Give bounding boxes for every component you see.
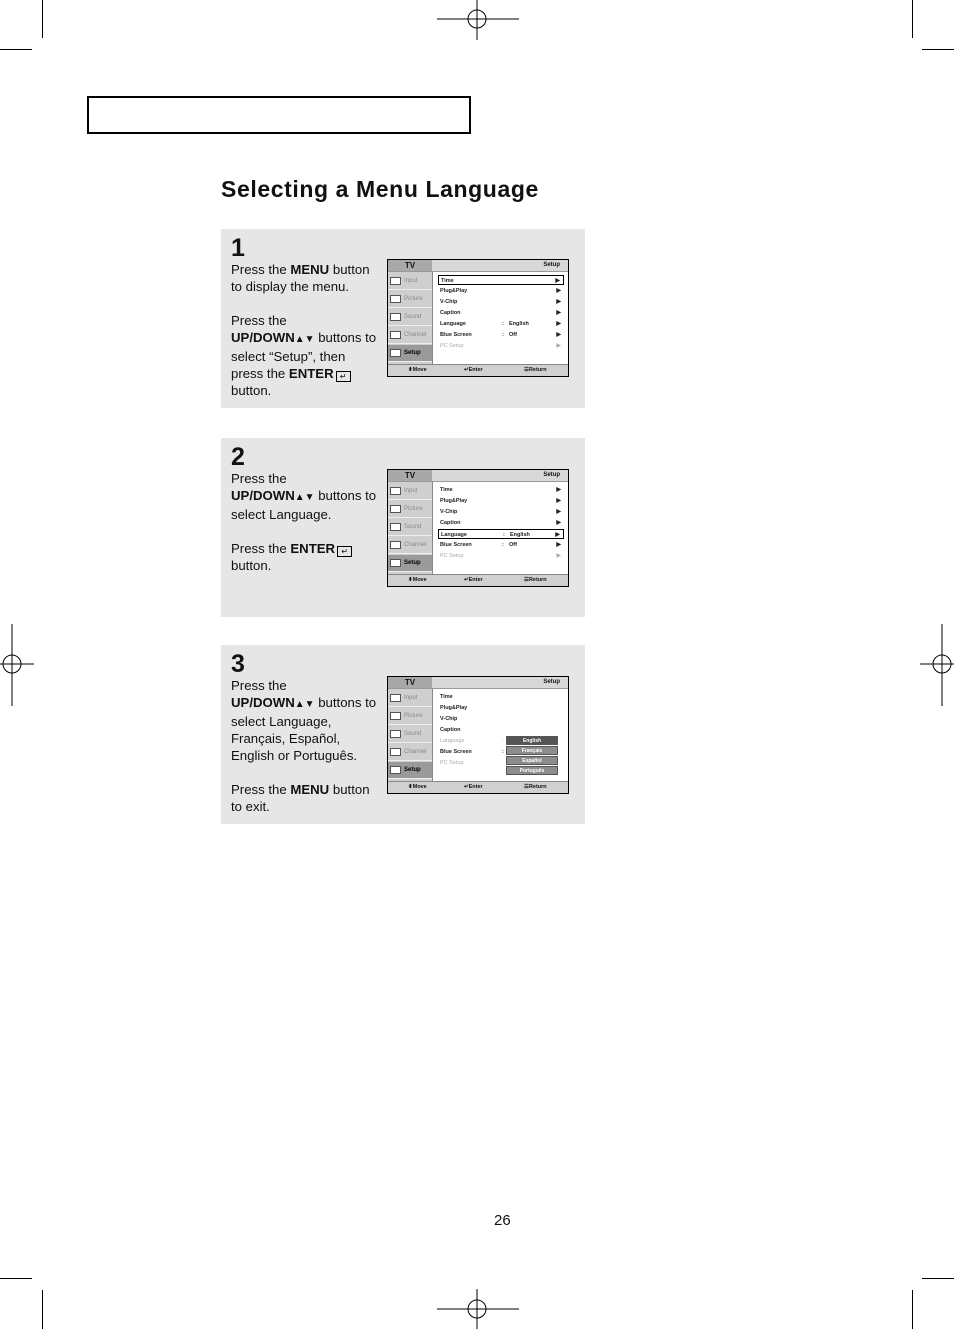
- osd-side-item-channel: Channel: [388, 327, 432, 344]
- sound-icon: [390, 523, 401, 531]
- crop-mark: [42, 0, 43, 38]
- osd-menu-row: Plug&Play: [440, 705, 468, 711]
- osd-return-hint: ☰ Return: [524, 367, 547, 373]
- osd-sidebar: [388, 482, 433, 574]
- tv-menu-screen: [387, 469, 569, 587]
- crop-mark: [912, 0, 913, 38]
- enter-icon: ↵: [337, 546, 352, 557]
- instruction-paragraph: Press the UP/DOWN▲▼ buttons to select “Setup”, then press the ENTER ↵ button.: [231, 313, 377, 398]
- osd-move-hint: ⬍ Move: [408, 577, 427, 583]
- picture-icon: [390, 505, 401, 513]
- crop-mark: [922, 1278, 954, 1279]
- osd-menu-row: Plug&Play ▶: [440, 288, 561, 294]
- osd-return-hint: ☰ Return: [524, 577, 547, 583]
- osd-menu-row: Caption ▶: [440, 520, 561, 526]
- osd-menu-row: Blue Screen : Off ▶: [440, 332, 561, 338]
- osd-menu-row: V-Chip ▶: [440, 509, 561, 515]
- osd-enter-hint: ↵ Enter: [464, 784, 483, 790]
- osd-side-item-picture: Picture: [388, 708, 432, 725]
- osd-sidebar: [388, 689, 433, 781]
- osd-enter-hint: ↵ Enter: [464, 367, 483, 373]
- picture-icon: [390, 712, 401, 720]
- crop-mark: [0, 49, 32, 50]
- osd-menu-row: PC Setup ▶: [440, 343, 561, 349]
- osd-header-bar: [388, 260, 568, 272]
- input-icon: [390, 694, 401, 702]
- instruction-paragraph: Press the UP/DOWN▲▼ buttons to select Language.: [231, 471, 377, 522]
- osd-menu-row: Language :: [440, 738, 504, 744]
- osd-menu-row: Language : English ▶: [440, 321, 561, 327]
- step-instructions: [231, 261, 381, 399]
- osd-header-bar: [388, 677, 568, 689]
- up-down-arrows-icon: ▲▼: [294, 492, 315, 503]
- step-panel-3: [221, 645, 585, 824]
- step-instructions: [231, 677, 381, 815]
- osd-side-item-sound: Sound: [388, 309, 432, 326]
- osd-menu-row: Caption ▶: [440, 310, 561, 316]
- page-number: 26: [494, 1212, 511, 1229]
- channel-icon: [390, 748, 401, 756]
- input-icon: [390, 277, 401, 285]
- arrow-right-icon: ▶: [556, 487, 561, 493]
- arrow-right-icon: ▶: [556, 509, 561, 515]
- arrow-right-icon: ▶: [555, 278, 560, 284]
- osd-side-item-channel: Channel: [388, 537, 432, 554]
- osd-footer-bar: [388, 364, 568, 376]
- osd-return-hint: ☰ Return: [524, 784, 547, 790]
- osd-side-item-sound: Sound: [388, 519, 432, 536]
- step-panel-2: [221, 438, 585, 617]
- arrow-right-icon: ▶: [556, 343, 561, 349]
- arrow-right-icon: ▶: [555, 532, 560, 538]
- step-panel-1: [221, 229, 585, 408]
- arrow-right-icon: ▶: [556, 310, 561, 316]
- arrow-right-icon: ▶: [556, 288, 561, 294]
- osd-tv-label: TV: [388, 677, 432, 688]
- osd-enter-hint: ↵ Enter: [464, 577, 483, 583]
- registration-mark-left: [0, 624, 34, 706]
- up-down-arrows-icon: ▲▼: [294, 699, 315, 710]
- language-option: Español: [506, 756, 558, 765]
- osd-menu-row: V-Chip: [440, 716, 458, 722]
- step-instructions: [231, 470, 381, 574]
- chapter-header-box: [87, 96, 471, 134]
- osd-side-item-sound: Sound: [388, 726, 432, 743]
- osd-setup-label: Setup: [543, 262, 560, 268]
- osd-menu-row: Time ▶: [440, 487, 561, 493]
- osd-header-bar: [388, 470, 568, 482]
- osd-footer-bar: [388, 781, 568, 793]
- osd-side-item-input: Input: [388, 273, 432, 290]
- instruction-paragraph: Press the UP/DOWN▲▼ buttons to select Language, Français, Español, English or Português.: [231, 678, 377, 763]
- arrow-right-icon: ▶: [556, 553, 561, 559]
- arrow-right-icon: ▶: [556, 299, 561, 305]
- language-option: Français: [506, 746, 558, 755]
- osd-move-hint: ⬍ Move: [408, 784, 427, 790]
- instruction-paragraph: Press the MENU button to display the menu.: [231, 262, 370, 294]
- osd-move-hint: ⬍ Move: [408, 367, 427, 373]
- osd-side-item-setup: Setup: [388, 345, 432, 362]
- sound-icon: [390, 313, 401, 321]
- osd-menu-row: Blue Screen : Off ▶: [440, 542, 561, 548]
- page-title: Selecting a Menu Language: [221, 176, 539, 202]
- osd-side-item-input: Input: [388, 690, 432, 707]
- setup-icon: [390, 349, 401, 357]
- language-option: Português: [506, 766, 558, 775]
- osd-side-item-setup: Setup: [388, 555, 432, 572]
- step-number: 2: [231, 443, 245, 471]
- picture-icon: [390, 295, 401, 303]
- osd-setup-label: Setup: [543, 472, 560, 478]
- osd-side-item-picture: Picture: [388, 291, 432, 308]
- arrow-right-icon: ▶: [556, 542, 561, 548]
- osd-side-item-channel: Channel: [388, 744, 432, 761]
- up-down-arrows-icon: ▲▼: [294, 334, 315, 345]
- arrow-right-icon: ▶: [556, 498, 561, 504]
- instruction-paragraph: Press the ENTER ↵ button.: [231, 540, 381, 574]
- osd-sidebar: [388, 272, 433, 364]
- osd-setup-label: Setup: [543, 679, 560, 685]
- osd-menu-row: Time: [440, 694, 453, 700]
- registration-mark-right: [920, 624, 954, 706]
- crop-mark: [912, 1290, 913, 1329]
- arrow-right-icon: ▶: [556, 321, 561, 327]
- language-option: English: [506, 736, 558, 745]
- osd-menu-row: V-Chip ▶: [440, 299, 561, 305]
- osd-menu-row: Blue Screen :: [440, 749, 504, 755]
- osd-menu-row: Time ▶: [438, 275, 564, 285]
- arrow-right-icon: ▶: [556, 520, 561, 526]
- osd-tv-label: TV: [388, 470, 432, 481]
- channel-icon: [390, 541, 401, 549]
- osd-side-item-setup: Setup: [388, 762, 432, 779]
- step-number: 3: [231, 650, 245, 678]
- input-icon: [390, 487, 401, 495]
- osd-side-item-input: Input: [388, 483, 432, 500]
- crop-mark: [922, 49, 954, 50]
- tv-menu-screen: [387, 259, 569, 377]
- osd-tv-label: TV: [388, 260, 432, 271]
- osd-menu-row: Caption: [440, 727, 461, 733]
- setup-icon: [390, 766, 401, 774]
- sound-icon: [390, 730, 401, 738]
- tv-menu-screen: [387, 676, 569, 794]
- channel-icon: [390, 331, 401, 339]
- instruction-paragraph: Press the MENU button to exit.: [231, 782, 370, 814]
- step-number: 1: [231, 234, 245, 262]
- crop-mark: [42, 1290, 43, 1329]
- crop-mark: [0, 1278, 32, 1279]
- osd-menu-row: PC Setup ▶: [440, 553, 561, 559]
- osd-menu-row: PC Setup: [440, 760, 464, 766]
- setup-icon: [390, 559, 401, 567]
- osd-footer-bar: [388, 574, 568, 586]
- registration-mark-bottom: [437, 1289, 519, 1329]
- enter-icon: ↵: [336, 371, 351, 382]
- osd-menu-row: Plug&Play ▶: [440, 498, 561, 504]
- osd-side-item-picture: Picture: [388, 501, 432, 518]
- osd-menu-row: Language : English ▶: [438, 529, 564, 539]
- arrow-right-icon: ▶: [556, 332, 561, 338]
- registration-mark-top: [437, 0, 519, 40]
